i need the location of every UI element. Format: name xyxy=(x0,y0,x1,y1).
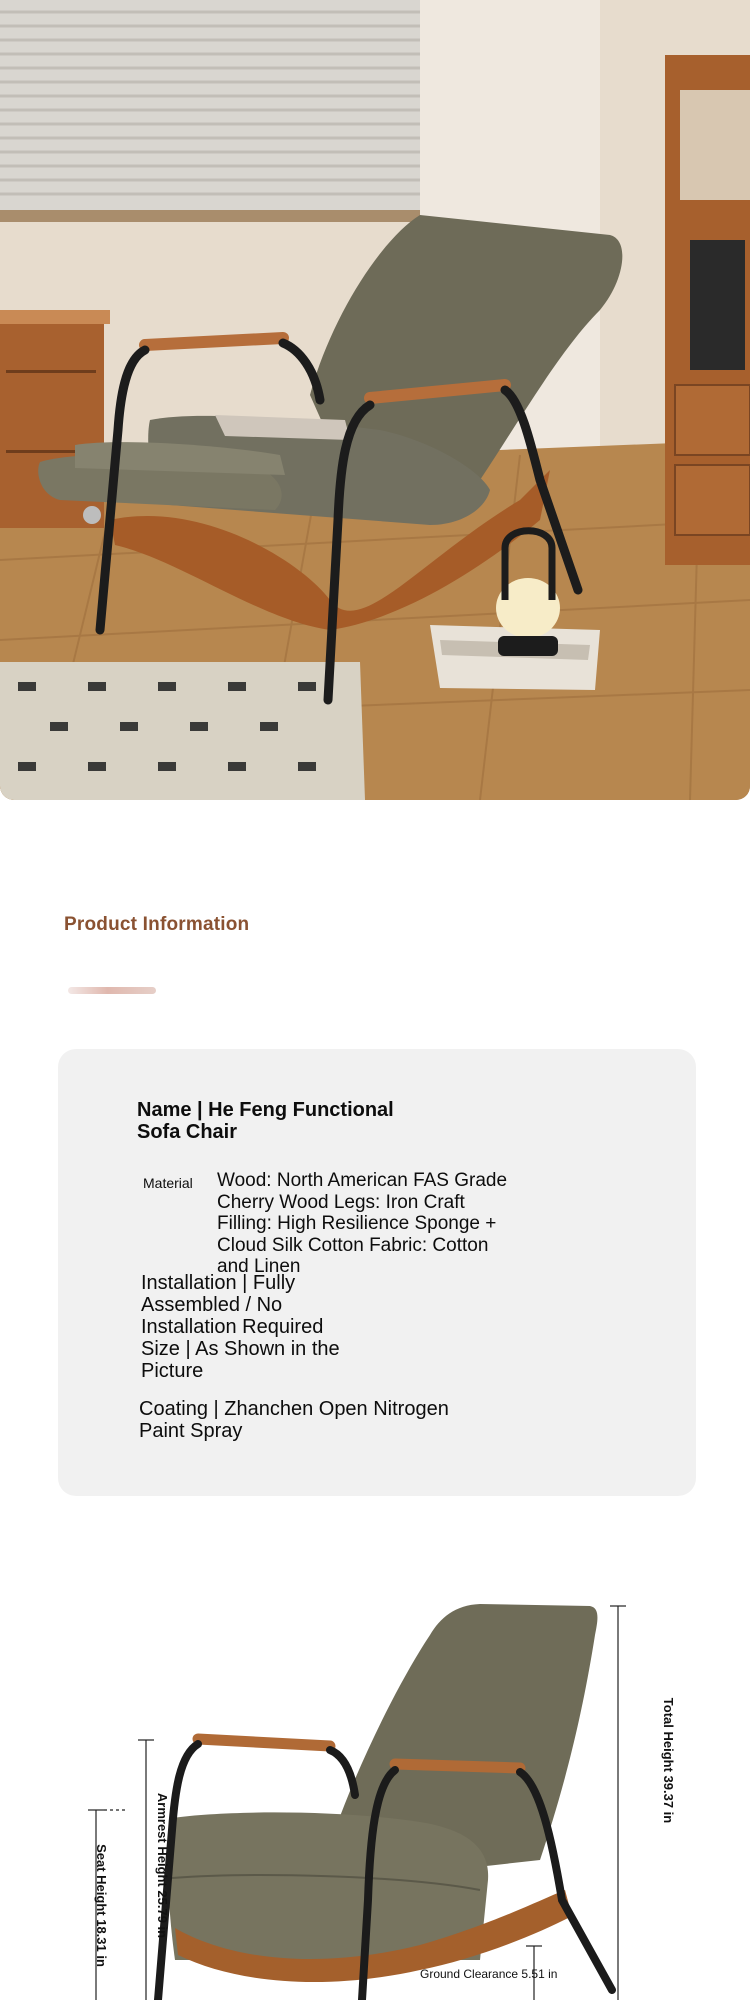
installation-info: Installation | Fully Assembled / No Installation Required xyxy=(141,1272,324,1338)
material-value: Wood: North American FAS Grade Cherry Wood Legs: Iron Craft Filling: High Resilience Sponge + Cloud Silk Cotton Fabric: Cotton and Linen xyxy=(217,1170,508,1277)
coating-info: Coating | Zhanchen Open Nitrogen Paint Spray xyxy=(139,1398,449,1442)
recliner-scene-illustration xyxy=(0,0,750,800)
armrest-height-label: Armrest Height 25.79 in xyxy=(155,1792,171,1939)
chair-dimension-illustration xyxy=(0,1560,750,2000)
seat-height-label: Seat Height 18.31 in xyxy=(93,1844,109,1967)
section-title: Product Information xyxy=(64,914,250,935)
size-info: Size | As Shown in the Picture xyxy=(141,1338,340,1382)
dimension-diagram xyxy=(0,1560,750,2000)
ground-clearance-label: Ground Clearance 5.51 in xyxy=(420,1967,558,1981)
product-name: Name | He Feng Functional Sofa Chair xyxy=(137,1099,394,1143)
product-info-card xyxy=(58,1049,696,1496)
material-label: Material xyxy=(143,1175,193,1191)
total-height-label: Total Height 39.37 in xyxy=(661,1697,677,1824)
title-underline-decoration xyxy=(68,987,156,994)
hero-product-photo xyxy=(0,0,750,800)
